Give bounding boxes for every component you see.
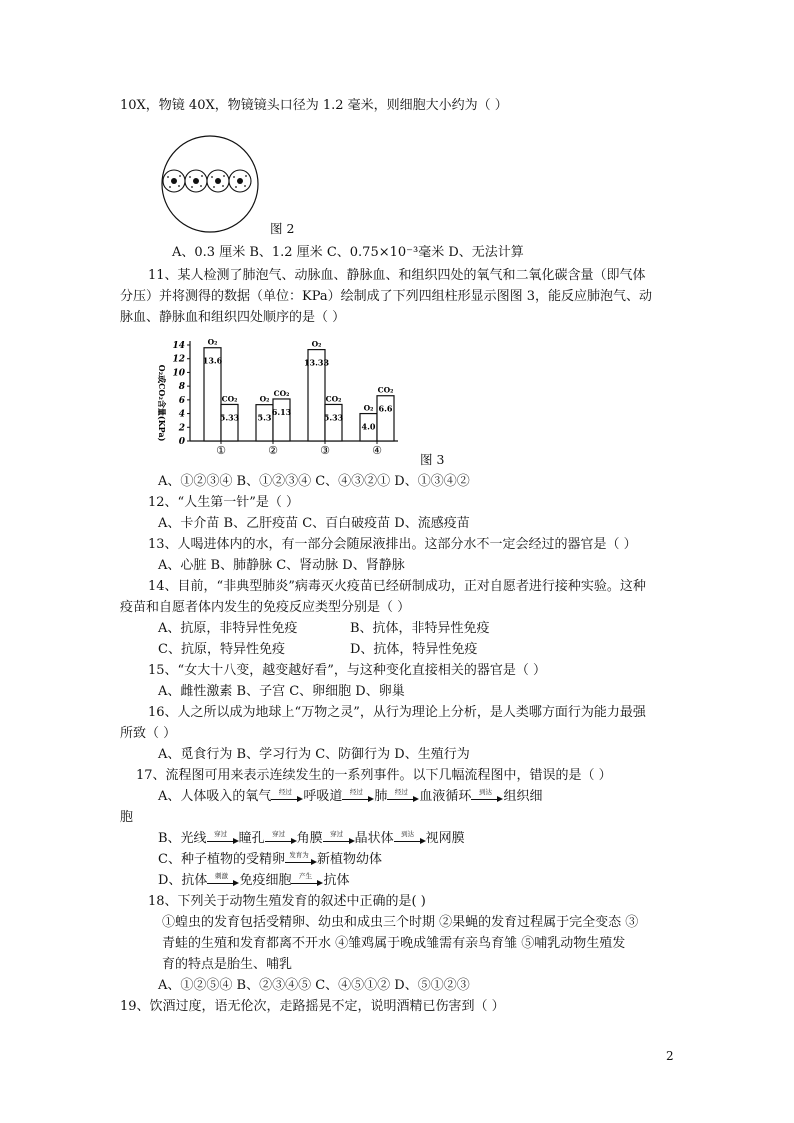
category-label: ① bbox=[216, 444, 226, 457]
q17-option-c bbox=[158, 850, 382, 870]
q11-line3: 脉血、静脉血和组织四处顺序的是（ ） bbox=[120, 310, 346, 325]
y-tick-label: 14 bbox=[172, 341, 185, 351]
bar-series-label: O₂ bbox=[311, 339, 322, 349]
q14-option-d: D、抗体，特异性免疫 bbox=[350, 642, 478, 657]
bar-value-label: 5.33 bbox=[323, 412, 344, 423]
category-label: ④ bbox=[372, 444, 382, 457]
q14-option-b: B、抗体，非特异性免疫 bbox=[350, 621, 490, 636]
bar-value-label: 13.33 bbox=[303, 357, 330, 368]
flow-node: 肺 bbox=[374, 789, 388, 804]
flow-node: C、种子植物的受精卵 bbox=[158, 852, 285, 867]
bar-co2 bbox=[377, 396, 394, 441]
figure-3-label: 图 3 bbox=[420, 452, 445, 467]
q19-stem: 19、饮酒过度，语无伦次，走路摇晃不定，说明酒精已伤害到（ ） bbox=[120, 999, 505, 1014]
q18-options: A、①②⑤④ B、②③④⑤ C、④⑤①② D、⑤①②③ bbox=[158, 978, 470, 993]
q16-options: A、觅食行为 B、学习行为 C、防御行为 D、生殖行为 bbox=[158, 747, 470, 762]
flow-node: 角膜 bbox=[296, 831, 323, 846]
figure-3-bar-chart bbox=[150, 337, 410, 459]
flow-node: 免疫细胞 bbox=[239, 873, 292, 888]
flow-node: 视网膜 bbox=[425, 831, 465, 846]
q18-line2: 青蛙的生殖和发育都离不开水 ④雏鸡属于晚成雏需有亲鸟育雏 ⑤哺乳动物生殖发 bbox=[162, 936, 626, 951]
bar-value-label: 4.0 bbox=[361, 421, 376, 432]
bar-o2 bbox=[256, 405, 273, 441]
q11-line2: 分压）并将测得的数据（单位：KPa）绘制成了下列四组柱形显示图图 3，能反应肺泡气、动 bbox=[120, 289, 653, 304]
bar-series-label: O₂ bbox=[259, 394, 270, 404]
flow-arrow: 经过 bbox=[271, 791, 303, 803]
flow-arrow: 穿过 bbox=[265, 833, 297, 845]
y-tick-label: 0 bbox=[178, 437, 185, 447]
y-tick-label: 4 bbox=[178, 409, 185, 420]
bar-value-label: 13.6 bbox=[202, 355, 223, 366]
q10-line1: 10X，物镜 40X，物镜镜头口径为 1.2 毫米，则细胞大小约为（ ） bbox=[120, 98, 508, 113]
bar-co2 bbox=[221, 404, 238, 441]
flow-arrow: 到达 bbox=[394, 833, 426, 845]
flow-arrow: 经过 bbox=[387, 791, 419, 803]
y-tick-label: 10 bbox=[172, 368, 185, 379]
flow-arrow: 发育为 bbox=[285, 854, 317, 866]
q12-options: A、卡介苗 B、乙肝疫苗 C、百白破疫苗 D、流感疫苗 bbox=[158, 516, 470, 531]
flow-arrow: 刺激 bbox=[207, 875, 239, 887]
bar-series-label: O₂ bbox=[363, 403, 374, 413]
q18-stem: 18、下列关于动物生殖发育的叙述中正确的是( ) bbox=[148, 894, 426, 909]
figure-2-label: 图 2 bbox=[270, 221, 295, 236]
flow-arrow: 到达 bbox=[471, 791, 503, 803]
q14-line2: 疫苗和自愿者体内发生的免疫反应类型分别是（ ） bbox=[120, 600, 411, 615]
q12-stem: 12、“人生第一针”是（ ） bbox=[148, 495, 299, 510]
bar-value-label: 6.13 bbox=[271, 406, 292, 417]
bar-series-label: O₂ bbox=[207, 337, 218, 347]
bar-co2 bbox=[325, 404, 342, 441]
flow-node: 血液循环 bbox=[419, 789, 472, 804]
q18-line1: ①蝗虫的发育包括受精卵、幼虫和成虫三个时期 ②果蝇的发育过程属于完全变态 ③ bbox=[162, 915, 639, 930]
flow-node: D、抗体 bbox=[158, 873, 208, 888]
flow-node: B、光线 bbox=[158, 831, 207, 846]
flow-node: 瞳孔 bbox=[238, 831, 265, 846]
bar-series-label: CO₂ bbox=[221, 394, 238, 404]
q18-line3: 育的特点是胎生、哺乳 bbox=[162, 957, 293, 972]
q17-stem: 17、流程图可用来表示连续发生的一系列事件。以下几幅流程图中，错误的是（ ） bbox=[136, 768, 612, 783]
y-tick-label: 12 bbox=[172, 354, 185, 365]
flow-node: 晶状体 bbox=[354, 831, 394, 846]
flow-node: 新植物幼体 bbox=[316, 852, 382, 867]
flow-arrow: 穿过 bbox=[323, 833, 355, 845]
bar-series-label: CO₂ bbox=[325, 394, 342, 404]
y-tick-label: 6 bbox=[178, 395, 185, 406]
q10-options: A、0.3 厘米 B、1.2 厘米 C、0.75×10⁻³毫米 D、无法计算 bbox=[172, 245, 524, 260]
q14-line1: 14、目前，“非典型肺炎”病毒灭火疫苗已经研制成功，正对自愿者进行接种实验。这种 bbox=[148, 579, 646, 594]
bar-series-label: CO₂ bbox=[377, 385, 394, 395]
y-tick-label: 2 bbox=[178, 423, 185, 434]
q15-options: A、雌性激素 B、子宫 C、卵细胞 D、卵巢 bbox=[158, 684, 405, 699]
q16-line1: 16、人之所以成为地球上“万物之灵”，从行为理论上分析，是人类哪方面行为能力最强 bbox=[148, 705, 646, 720]
flow-node: 抗体 bbox=[323, 873, 350, 888]
bar-value-label: 6.6 bbox=[378, 403, 393, 414]
q14-option-c: C、抗原，特异性免疫 bbox=[158, 642, 285, 657]
q13-stem: 13、人喝进体内的水，有一部分会随尿液排出。这部分水不一定会经过的器官是（ ） bbox=[148, 537, 637, 552]
figure-2-microscope-field bbox=[158, 135, 268, 235]
flow-node: A、人体吸入的氧气 bbox=[158, 789, 272, 804]
flow-arrow: 穿过 bbox=[207, 833, 239, 845]
category-label: ② bbox=[268, 444, 278, 457]
q15-stem: 15、“女大十八变，越变越好看”，与这种变化直接相关的器官是（ ） bbox=[148, 663, 546, 678]
flow-node: 呼吸道 bbox=[303, 789, 343, 804]
chart-y-axis-label: O₂或CO₂含量(KPa) bbox=[157, 364, 167, 442]
q13-options: A、心脏 B、肺静脉 C、肾动脉 D、肾静脉 bbox=[158, 558, 405, 573]
q11-line1: 11、某人检测了肺泡气、动脉血、静脉血、和组织四处的氧气和二氧化碳含量（即气体 bbox=[148, 268, 646, 283]
bar-value-label: 5.33 bbox=[219, 412, 240, 423]
flow-arrow: 产生 bbox=[291, 875, 323, 887]
q17-option-d bbox=[158, 871, 349, 891]
category-label: ③ bbox=[320, 444, 330, 457]
q16-line2: 所致（ ） bbox=[120, 726, 177, 741]
q17-option-a-cont: 胞 bbox=[120, 810, 134, 825]
q17-option-a bbox=[158, 787, 542, 807]
q14-option-a: A、抗原，非特异性免疫 bbox=[158, 621, 298, 636]
page-number: 2 bbox=[666, 1049, 674, 1063]
flow-arrow: 经过 bbox=[342, 791, 374, 803]
bar-value-label: 5.3 bbox=[257, 412, 272, 423]
flow-node: 组织细 bbox=[503, 789, 543, 804]
bar-co2 bbox=[273, 399, 290, 441]
q17-option-b bbox=[158, 829, 465, 849]
bar-series-label: CO₂ bbox=[273, 388, 290, 398]
y-tick-label: 8 bbox=[178, 382, 185, 393]
q11-options: A、①②③④ B、①②③④ C、④③②① D、①③④② bbox=[158, 474, 470, 489]
